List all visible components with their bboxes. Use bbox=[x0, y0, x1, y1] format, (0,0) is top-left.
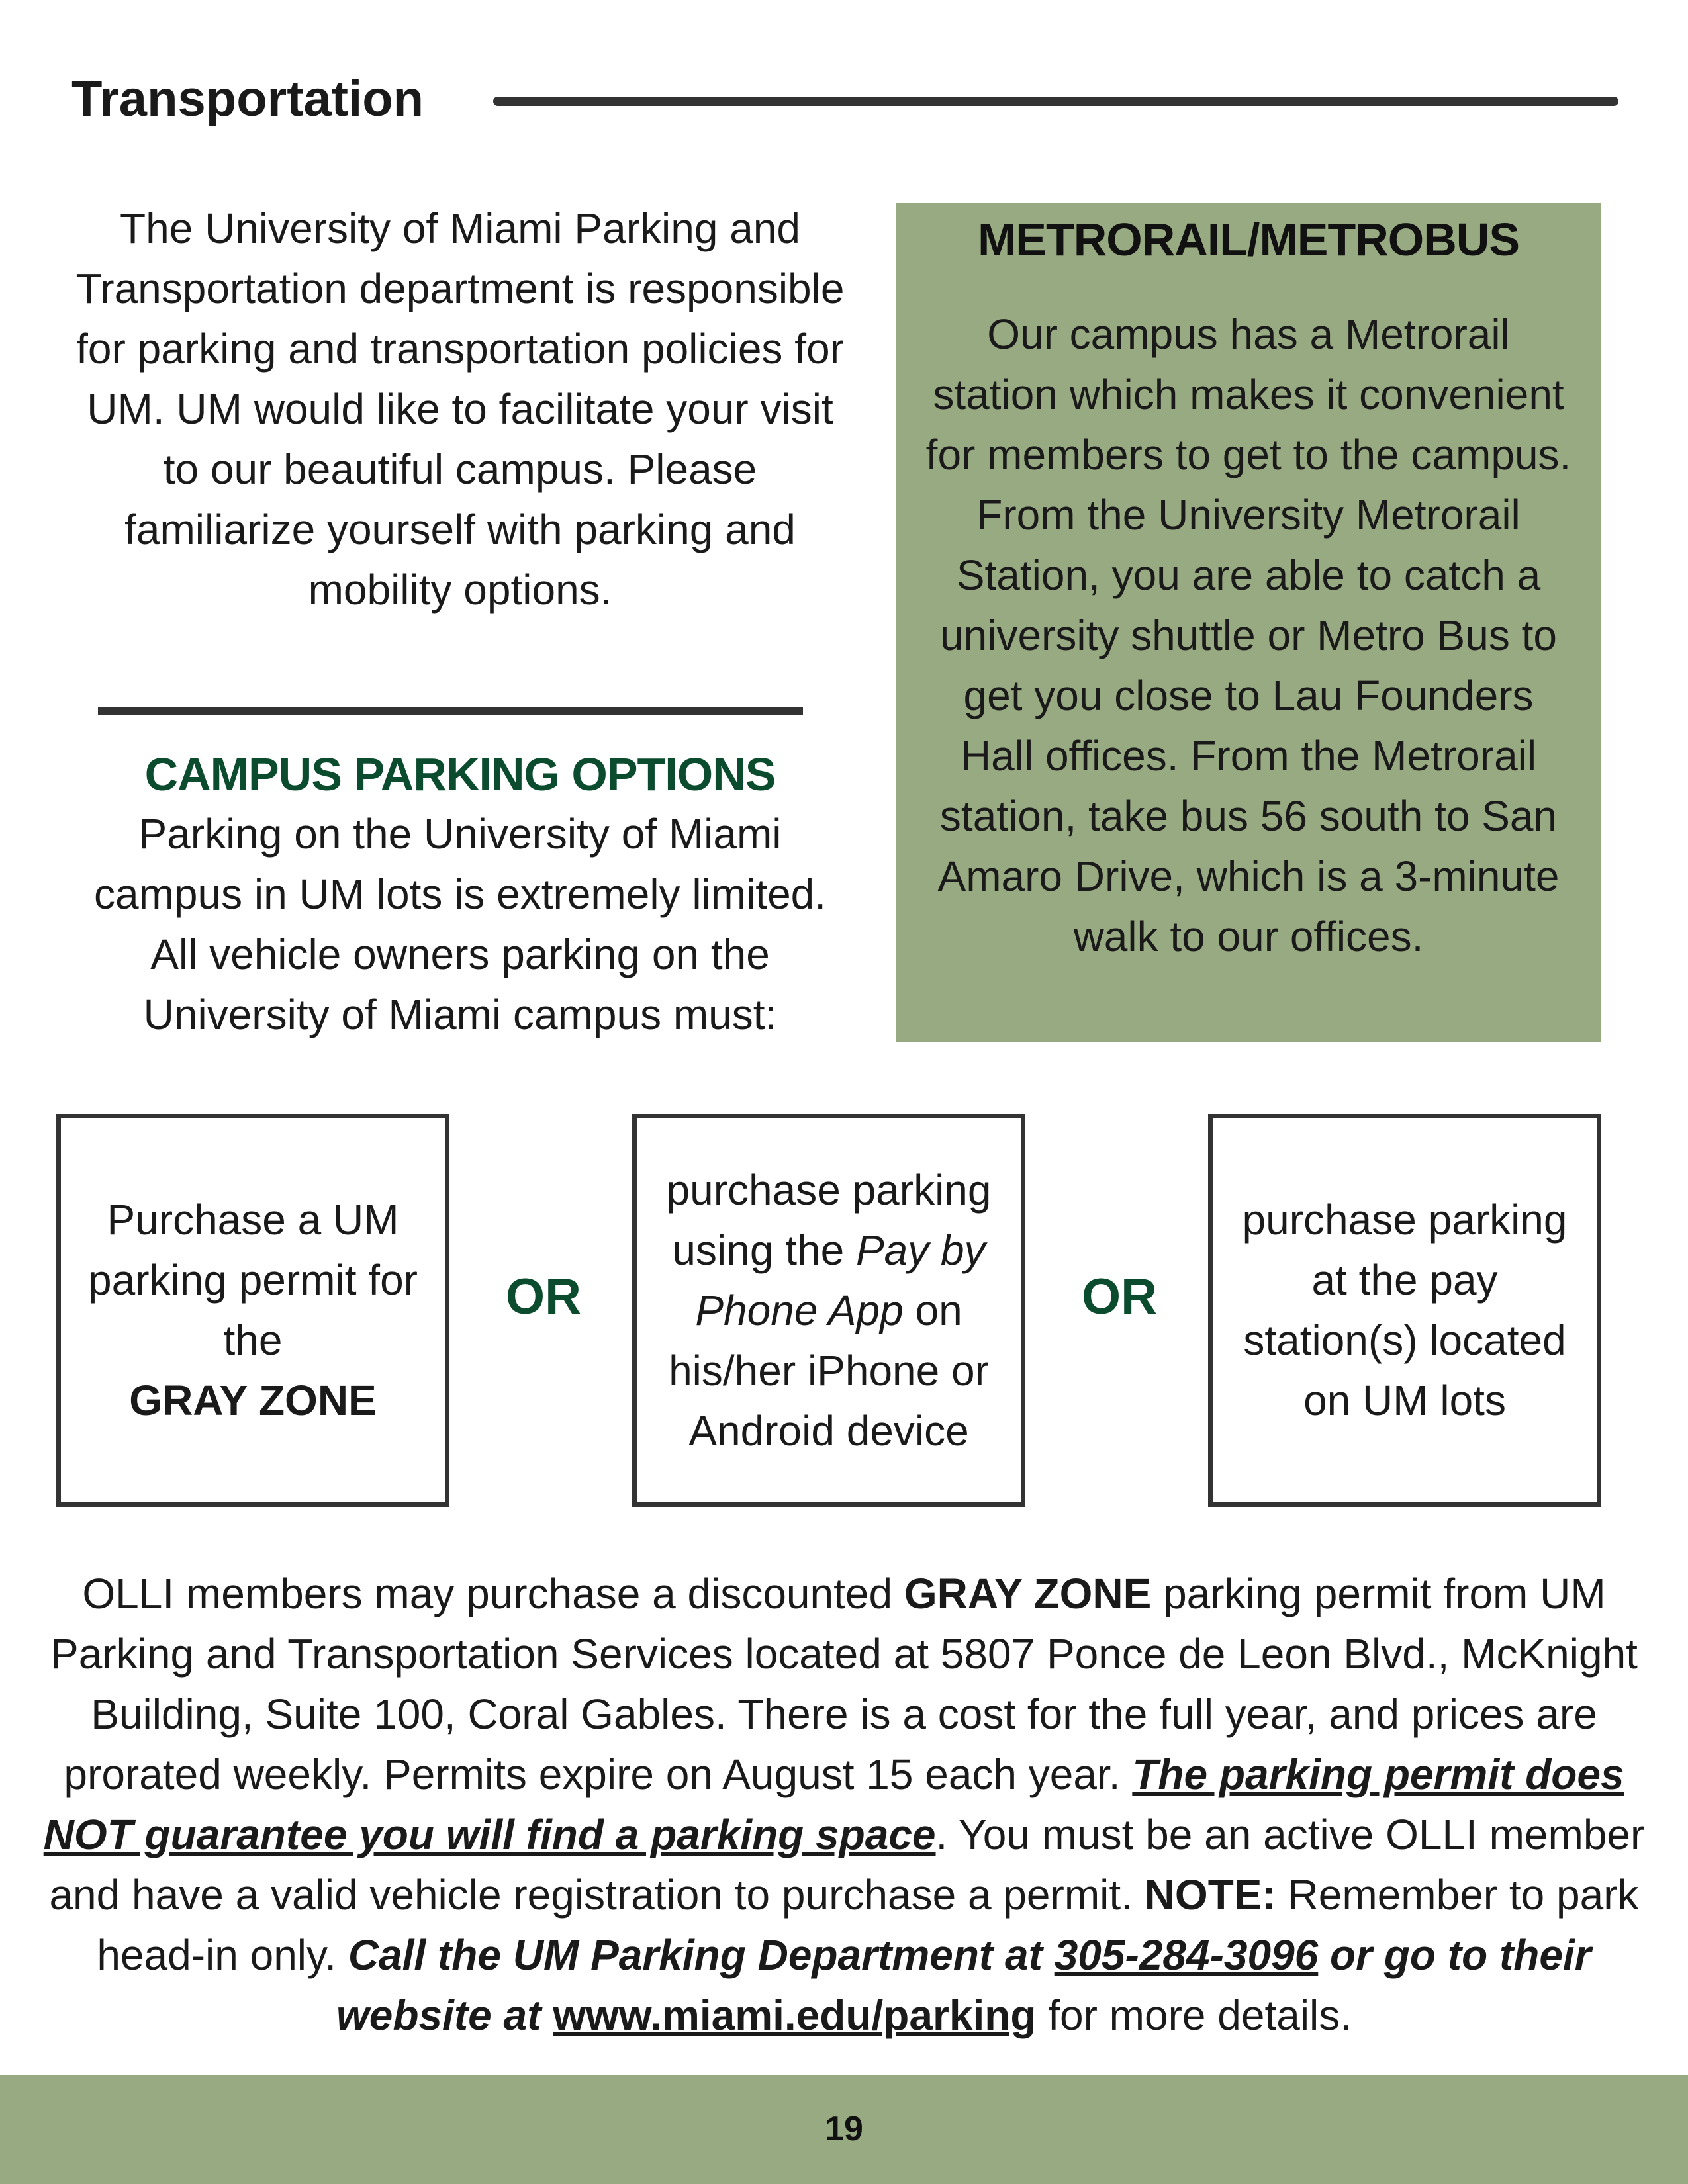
option-pay-station bbox=[1208, 1114, 1601, 1507]
or-label: OR bbox=[506, 1269, 581, 1325]
permit-warning: The parking permit does NOT guarantee you will find a parking space bbox=[43, 1751, 1624, 1858]
permit-details-paragraph bbox=[40, 1564, 1648, 2046]
option1-gray-zone: GRAY ZONE bbox=[129, 1377, 377, 1424]
header-divider bbox=[493, 97, 1618, 106]
option-pay-by-phone bbox=[632, 1114, 1025, 1507]
permit-gray-zone: GRAY ZONE bbox=[904, 1570, 1152, 1617]
website-link[interactable]: www.miami.edu/parking bbox=[553, 1991, 1037, 2039]
closing-text: for more details. bbox=[1048, 1991, 1352, 2039]
call-text: Call the UM Parking Department at bbox=[348, 1931, 1043, 1979]
option-gray-zone-permit bbox=[56, 1114, 449, 1507]
phone-number[interactable]: 305-284-3096 bbox=[1054, 1931, 1319, 1979]
campus-parking-heading: CAMPUS PARKING OPTIONS bbox=[144, 749, 776, 800]
option3-text: purchase parking at the pay station(s) located on UM lots bbox=[1242, 1196, 1568, 1424]
permit-text-3: . You must be an active OLLI member and have a valid vehicle registration to purchase a permit. bbox=[49, 1811, 1645, 1919]
intro-divider bbox=[98, 707, 803, 715]
note-label: NOTE: bbox=[1144, 1871, 1276, 1919]
metro-heading: METRORAIL/METROBUS bbox=[977, 214, 1520, 265]
permit-text-2: parking permit from UM Parking and Transportation Services located at 5807 Ponce de Leon Blvd., McKnight Building, Suite 100, Coral Gables. There is a cost for the full year, and prices are prorated weekly. Permits expire on August 15 each year. bbox=[50, 1570, 1638, 1798]
campus-parking-paragraph: Parking on the University of Miami campus in UM lots is extremely limited. All vehicle owners parking on the University of Miami campus must: bbox=[93, 810, 827, 1038]
page-number: 19 bbox=[825, 2110, 863, 2148]
metro-paragraph: Our campus has a Metrorail station which makes it convenient for members to get to the campus. From the University Metrorail Station, you are able to catch a university shuttle or Metro Bus to get you close to Lau Founders Hall offices. From the Metrorail station, take bus 56 south to San Amaro Drive, which is a 3-minute walk to our offices. bbox=[925, 310, 1571, 960]
intro-paragraph: The University of Miami Parking and Transportation department is responsible for parking and transportation policies for UM. UM would like to facilitate your visit to our beautiful campus. Please familiarize yourself with parking and mobility options. bbox=[75, 205, 845, 614]
option1-text: Purchase a UM parking permit for the bbox=[88, 1196, 418, 1364]
or-go-text: or go to their website at bbox=[336, 1931, 1591, 2039]
permit-text-1: OLLI members may purchase a discounted bbox=[82, 1570, 893, 1617]
page-title: Transportation bbox=[71, 71, 424, 127]
option2-text-before: purchase parking using the bbox=[666, 1165, 992, 1274]
note-text: Remember to park head-in only. bbox=[97, 1871, 1639, 1979]
or-label: OR bbox=[1082, 1269, 1157, 1325]
option2-text-after: on his/her iPhone or Android device bbox=[669, 1286, 989, 1455]
option2-app-name: Pay by Phone App bbox=[695, 1226, 986, 1334]
